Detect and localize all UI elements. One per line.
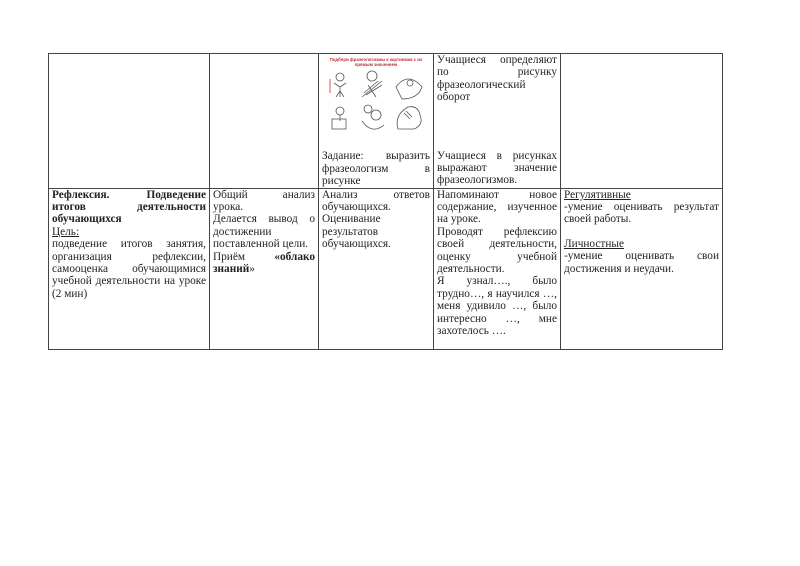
goal-text: подведение итогов занятия, организация рефлексии, самооценка обучающимися учебной деятельности на уроке (2 мин) [52,238,206,300]
cell-teacher [210,54,319,189]
cell-stage [49,54,210,189]
phraseology-picture [322,57,430,142]
regulative-text: -умение оценивать результат своей работы. [564,201,719,226]
teacher-line-3 [213,251,315,276]
students-text-1: Учащиеся определяют по рисунку фразеологический оборот [437,54,557,104]
lesson-plan-table [48,53,723,350]
students-line-2: Проводят рефлексию своей деятельности, оценку учебной деятельности. [437,225,557,276]
cell-uud [561,54,723,189]
methods-line-2: Оценивание результатов обучающихся. [322,213,391,251]
teacher-line-1: Общий анализ урока. [213,188,315,214]
picture-caption: Подбери фразеологизмы к картинкам с их прямым значением [329,57,423,67]
cell-students [434,54,561,189]
personal-text: -умение оценивать свои достижения и неудачи. [564,250,719,275]
stage-title: Рефлексия. Подведение итогов деятельности обучающихся [52,188,206,226]
regulative-heading: Регулятивные [564,188,631,201]
cell-methods [319,54,434,189]
table-row [49,54,723,189]
table-row [49,188,723,349]
technique-name: «облако знаний [213,250,315,276]
technique-suffix: » [249,263,255,276]
teacher-line-2: Делается вывод о достижении поставленной цели. [213,213,315,251]
technique-prefix: Приём [213,250,246,263]
students-line-1: Напоминают новое содержание, изученное на уроке. [437,188,557,226]
cell-students [434,188,561,349]
cell-teacher [210,188,319,349]
goal-label: Цель: [52,225,80,238]
cell-methods [319,188,434,349]
methods-line-1: Анализ ответов обучающихся. [322,188,430,214]
personal-heading: Личностные [564,237,624,250]
cartoon-illustrations-icon [326,67,426,139]
cell-uud [561,188,723,349]
task-text: Задание: выразить фразеологизм в рисунке [322,150,430,188]
cell-stage [49,188,210,349]
students-line-3: Я узнал…., было трудно…, я научился …, меня удивило …, было интересно …, мне захотелось …. [437,275,557,338]
students-text-2: Учащиеся в рисунках выражают значение фразеологизмов. [437,149,557,187]
